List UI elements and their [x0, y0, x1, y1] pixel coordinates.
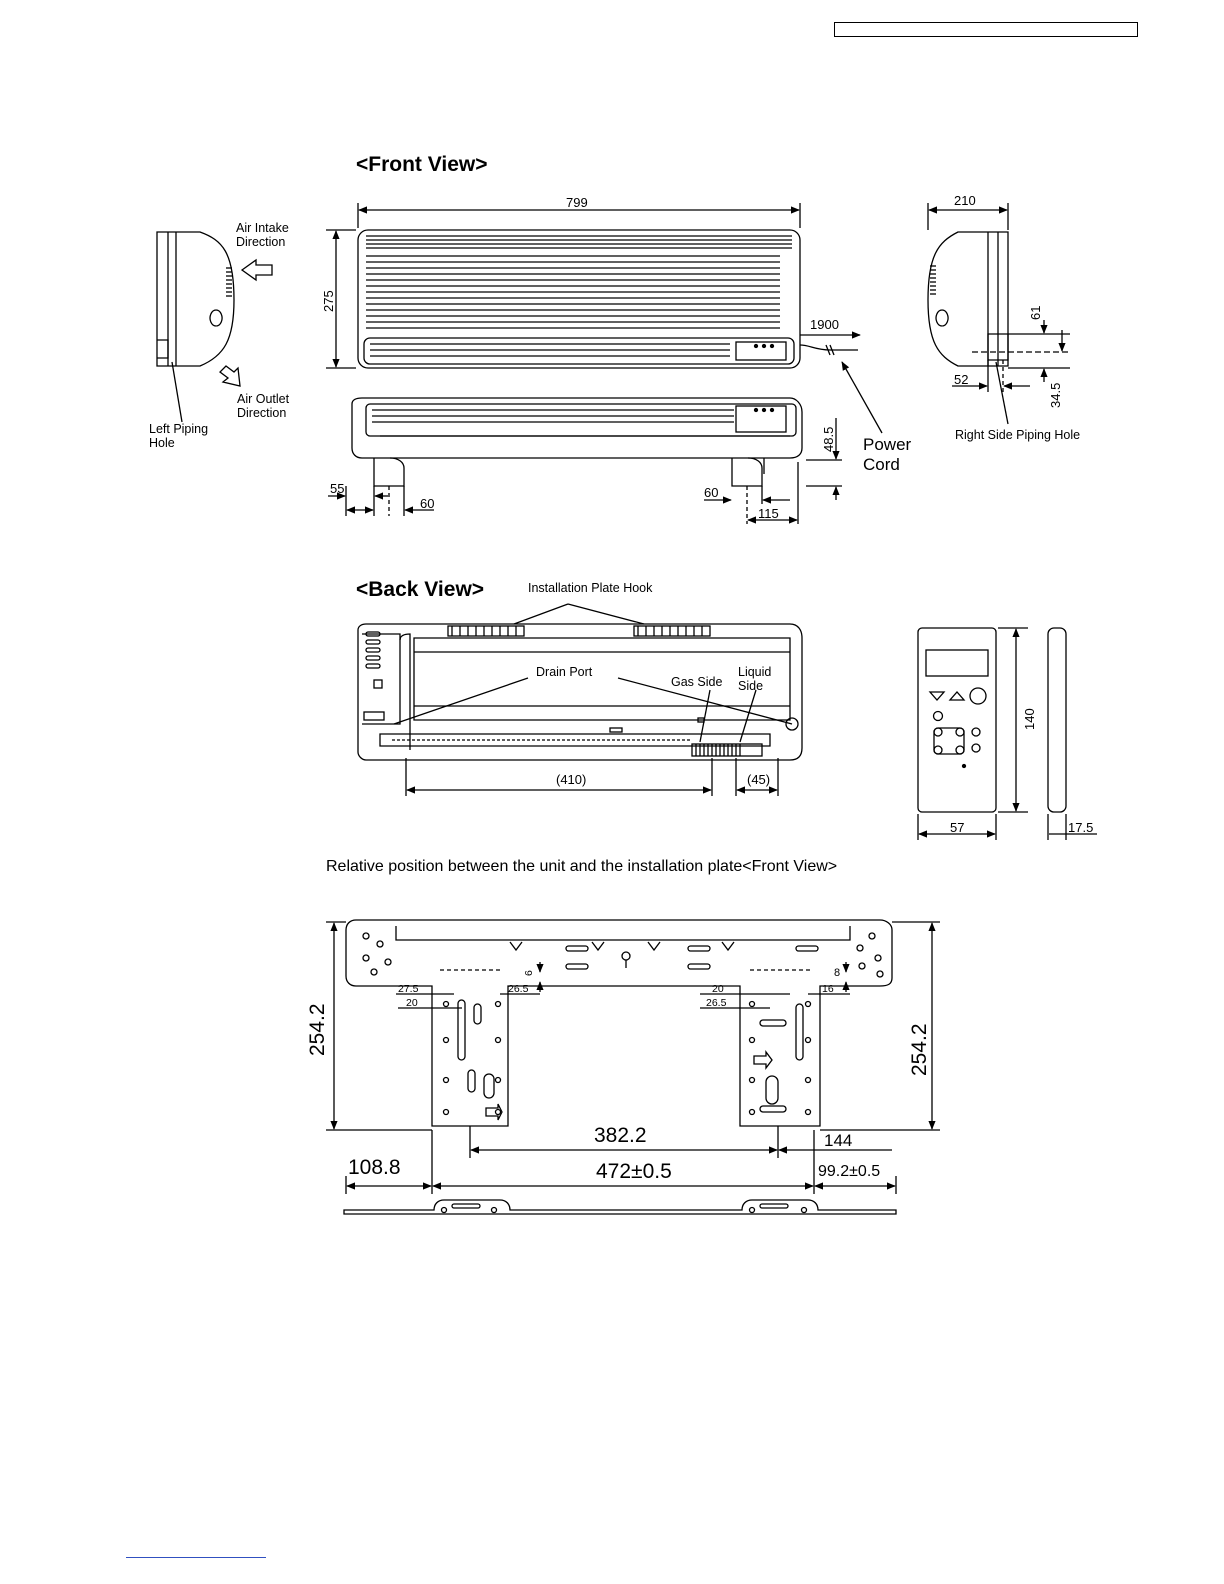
power-cord-label: Power — [863, 435, 912, 454]
dim-26-5-left: 26.5 — [508, 983, 529, 995]
air-outlet-label-2: Direction — [237, 406, 287, 420]
dim-45: (45) — [747, 772, 771, 787]
air-intake-arrow — [242, 260, 272, 280]
left-side-view — [157, 232, 234, 366]
dim-20-right: 20 — [712, 983, 724, 995]
dim-1900: 1900 — [810, 317, 839, 332]
liquid-side-label-2: Side — [738, 679, 764, 693]
installation-plate — [346, 920, 892, 1126]
back-view-unit — [358, 624, 802, 760]
front-view-title: <Front View> — [356, 153, 488, 176]
dim-115: 115 — [758, 506, 779, 521]
dim-8: 8 — [834, 967, 841, 979]
dim-48-5: 48.5 — [821, 426, 836, 452]
dim-57: 57 — [950, 820, 965, 835]
dim-60-right: 60 — [704, 485, 719, 500]
dim-254-2-left: 254.2 — [306, 1003, 329, 1056]
liquid-side-label: Liquid — [738, 665, 772, 679]
dim-6: 6 — [523, 970, 535, 976]
right-side-view — [928, 232, 1008, 366]
dim-210: 210 — [954, 193, 976, 208]
dim-34-5: 34.5 — [1048, 382, 1063, 408]
air-outlet-arrow — [220, 366, 240, 386]
dim-382-2: 382.2 — [594, 1124, 647, 1147]
dim-144: 144 — [824, 1131, 853, 1150]
dim-140: 140 — [1022, 708, 1037, 730]
power-cord — [800, 345, 858, 350]
footer-line — [126, 1557, 266, 1558]
dim-472: 472±0.5 — [596, 1160, 672, 1183]
dim-60-left: 60 — [420, 496, 435, 511]
dim-16: 16 — [822, 983, 834, 995]
dim-20-left: 20 — [406, 997, 418, 1009]
dim-410: (410) — [556, 772, 587, 787]
drain-port-label: Drain Port — [536, 665, 593, 679]
dim-52: 52 — [954, 372, 969, 387]
front-view-unit — [358, 230, 800, 368]
dim-55: 55 — [330, 481, 345, 496]
left-piping-label: Left Piping — [149, 422, 209, 436]
dim-254-2-right: 254.2 — [908, 1023, 931, 1076]
back-view-title: <Back View> — [356, 578, 485, 601]
dim-108-8: 108.8 — [348, 1156, 401, 1179]
installation-plate-hook-label: Installation Plate Hook — [528, 581, 653, 595]
remote-control — [918, 628, 996, 812]
dim-275: 275 — [321, 290, 336, 312]
air-intake-label: Air Intake — [236, 221, 289, 235]
relative-position-title: Relative position between the unit and the installation plate<Front View> — [326, 858, 838, 875]
dim-99-2: 99.2±0.5 — [818, 1163, 881, 1180]
plate-profile — [344, 1200, 896, 1214]
dim-61: 61 — [1028, 305, 1043, 320]
bottom-view-unit — [352, 398, 802, 486]
dim-799: 799 — [566, 195, 588, 210]
dim-27-5: 27.5 — [398, 983, 419, 995]
dim-26-5-right: 26.5 — [706, 997, 727, 1009]
air-outlet-label: Air Outlet — [237, 392, 290, 406]
power-cord-label-2: Cord — [863, 455, 900, 474]
gas-side-label: Gas Side — [671, 675, 723, 689]
dim-17-5: 17.5 — [1068, 820, 1094, 835]
left-piping-label-2: Hole — [149, 436, 175, 450]
air-intake-label-2: Direction — [236, 235, 286, 249]
right-side-piping-label: Right Side Piping Hole — [955, 428, 1081, 442]
remote-side — [1048, 628, 1066, 812]
